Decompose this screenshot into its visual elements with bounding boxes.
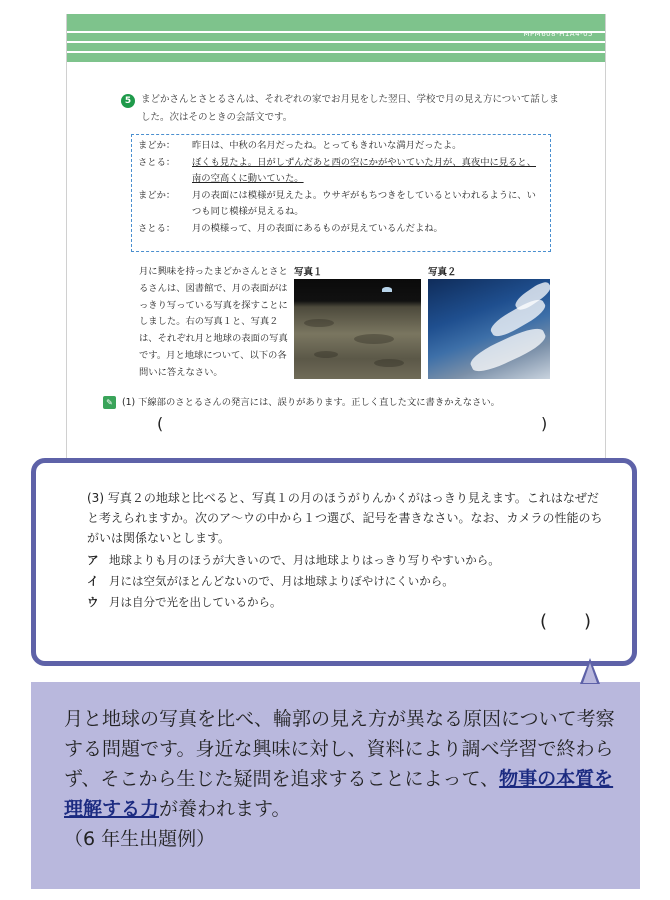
answer-box (540, 611, 591, 632)
option-item (87, 571, 607, 592)
answer-paren-close: ) (541, 414, 548, 433)
callout-pointer-fill (583, 663, 597, 683)
note-text: 月と地球の写真を比べ、輪郭の見え方が異なる原因について考察する問題です。身近な興味に対し、資料により調べ学習で終わらず、そこから生じた疑問を追求することによって、 (64, 708, 615, 790)
dialog-text: 昨日は、中秋の名月だったね。とってもきれいな満月だったよ。 (192, 140, 462, 151)
dialog-line (138, 138, 544, 155)
question-3-text: (3) 写真２の地球と比べると、写真１の月のほうがりんかくがはっきり見えます。これはなぜだと考えられますか。次のア～ウの中から１つ選び、記号を書きなさい。なお、カメラの性能のちがいは関係ないとします。 (87, 491, 603, 545)
earth-surface-photo (428, 279, 550, 379)
photo-intro-paragraph: 月に興味を持ったまどかさんとさとるさんは、図書館で、月の表面がはっきり写っている写真を探すことにしました。右の写真１と、写真２は、それぞれ月と地球の表面の写真です。月と地球について、以下の各問いに答えなさい。 (139, 266, 288, 378)
answer-paren-open: ( (157, 414, 164, 433)
note-grade: （6 年生出題例） (64, 828, 216, 850)
dialog-line (138, 155, 544, 188)
question-1-text: (1) 下線部のさとるさんの発言には、誤りがあります。正しく直した文に書きかえなさい。 (121, 397, 500, 408)
photo1-label: 写真１ (294, 267, 323, 278)
dialog-text-underlined: ぼくも見たよ。日がしずんだあと西の空にかがやいていた月が、真夜中に見ると、南の空高くに動いていた。 (192, 156, 536, 184)
dialog-box (131, 134, 551, 252)
option-key: イ (87, 574, 99, 588)
photo2-label: 写真２ (428, 267, 457, 278)
dialog-text: 月の表面には模様が見えたよ。ウサギがもちつきをしているといわれるように、いつも同じ模様が見えるね。 (192, 189, 536, 217)
explanation-note (31, 682, 640, 889)
dialog-line (138, 221, 544, 238)
option-text: 月は自分で光を出しているから。 (109, 595, 282, 609)
dialog-line (138, 188, 544, 221)
earthrise-icon (382, 287, 392, 292)
option-item (87, 592, 607, 613)
moon-surface-photo (294, 279, 421, 379)
question-intro: まどかさんとさとるさんは、それぞれの家でお月見をした翌日、学校で月の見え方について話しました。次はそのときの会話文です。 (141, 94, 559, 123)
option-item (87, 550, 607, 571)
question-3-callout (31, 458, 637, 666)
question-number-badge: 5 (121, 94, 135, 108)
answer-paren-close: ) (584, 611, 592, 632)
worksheet-page (66, 14, 606, 514)
option-text: 地球よりも月のほうが大きいので、月は地球よりはっきり写りやすいから。 (109, 553, 500, 567)
option-text: 月には空気がほとんどないので、月は地球よりぼやけにくいから。 (109, 574, 454, 588)
dialog-speaker: さとる： (138, 156, 176, 168)
option-key: ウ (87, 595, 99, 609)
note-highlight: 物事の本質を理解する力 (64, 768, 614, 820)
dialog-speaker: さとる： (138, 222, 176, 234)
worksheet-code: MPM608-H1A4-05 (523, 30, 593, 38)
answer-paren-open: ( (540, 611, 548, 632)
note-text-end: が養われます。 (159, 798, 291, 820)
pencil-icon: ✎ (103, 396, 116, 409)
dialog-speaker: まどか： (138, 189, 176, 201)
option-key: ア (87, 553, 99, 567)
dialog-text: 月の模様って、月の表面にあるものが見えているんだよね。 (192, 222, 443, 234)
dialog-speaker: まどか： (138, 140, 176, 151)
header-band (67, 14, 605, 62)
question-1 (103, 394, 593, 409)
